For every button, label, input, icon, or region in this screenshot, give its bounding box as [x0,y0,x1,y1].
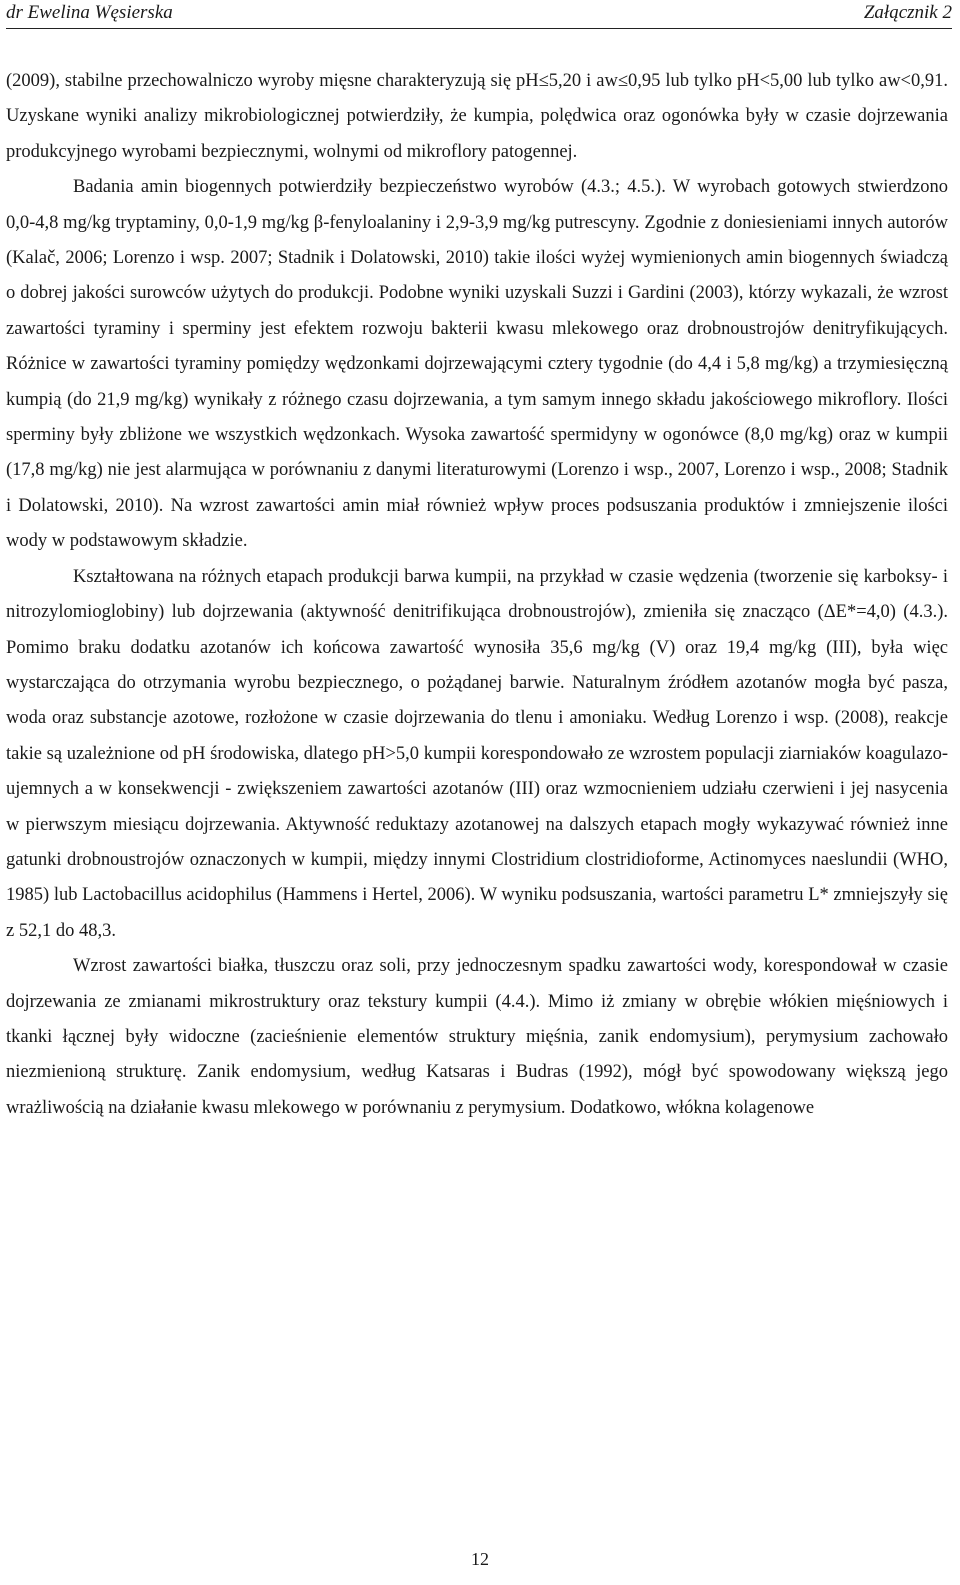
paragraph-1: (2009), stabilne przechowalniczo wyroby mięsne charakteryzują się pH≤5,20 i aw≤0,95 lub tylko pH<5,00 lub tylko aw<0,91. Uzyskane wyniki analizy mikrobiologicznej potwierdziły, że kumpia, polędwica oraz ogonówka były w czasie dojrzewania produkcyjnego wyrobami bezpiecznymi, wolnymi od mikroflory patogennej. [6,71,948,162]
running-header [6,0,952,29]
header-author: dr Ewelina Węsierska [6,2,173,23]
page-number: 12 [471,1549,489,1569]
paragraph-2: Badania amin biogennych potwierdziły bezpieczeństwo wyrobów (4.3.; 4.5.). W wyrobach gotowych stwierdzono 0,0-4,8 mg/kg tryptaminy, 0,0-1,9 mg/kg β-fenyloalaniny i 2,9-3,9 mg/kg putrescyny. Zgodnie z doniesieniami innych autorów (Kalač, 2006; Lorenzo i wsp. 2007; Stadnik i Dolatowski, 2010) takie ilości wyżej wymienionych amin biogennych świadczą o dobrej jakości surowców użytych do produkcji. Podobne wyniki uzyskali Suzzi i Gardini (2003), którzy wykazali, że wzrost zawartości tyraminy i sperminy jest efektem rozwoju bakterii kwasu mlekowego oraz drobnoustrojów denitryfikujących. Różnice w zawartości tyraminy pomiędzy wędzonkami dojrzewającymi cztery tygodnie (do 4,4 i 5,8 mg/kg) a trzymiesięczną kumpią (do 21,9 mg/kg) wynikały z różnego czasu dojrzewania, a tym samym innego składu jakościowego mikroflory. Ilości sperminy były zbliżone we wszystkich wędzonkach. Wysoka zawartość spermidyny w ogonówce (8,0 mg/kg) oraz w kumpii (17,8 mg/kg) nie jest alarmująca w porównaniu z danymi literaturowymi (Lorenzo i wsp., 2007, Lorenzo i wsp., 2008; Stadnik i Dolatowski, 2010). Na wzrost zawartości amin miał również wpływ proces podsuszania produktów i zmniejszenie ilości wody w podstawowym składzie. [6,177,948,552]
paragraph-3: Kształtowana na różnych etapach produkcji barwa kumpii, na przykład w czasie wędzenia (tworzenie się karboksy- i nitrozylomioglobiny) lub dojrzewania (aktywność denitrifikująca drobnoustrojów), zmieniła się znacząco (ΔE*=4,0) (4.3.). Pomimo braku dodatku azotanów ich końcowa zawartość wynosiła 35,6 mg/kg (V) oraz 19,4 mg/kg (III), była więc wystarczająca do otrzymania wyrobu bezpiecznego, o pożądanej barwie. Naturalnym źródłem azotanów mogła być pasza, woda oraz substancje azotowe, rozłożone w czasie dojrzewania do tlenu i amoniaku. Według Lorenzo i wsp. (2008), reakcje takie są uzależnione od pH środowiska, dlatego pH>5,0 kumpii korespondowało ze wzrostem populacji ziarniaków koagulazo-ujemnych a w konsekwencji - zwiększeniem zawartości azotanów (III) oraz wzmocnieniem udziału czerwieni i jej nasycenia w pierwszym miesiącu dojrzewania. Aktywność reduktazy azotanowej na dalszych etapach mogły wykazywać również inne gatunki drobnoustrojów oznaczonych w kumpii, między innymi Clostridium clostridioforme, Actinomyces naeslundii (WHO, 1985) lub Lactobacillus acidophilus (Hammens i Hertel, 2006). W wyniku podsuszania, wartości parametru L* zmniejszyły się z 52,1 do 48,3. [6,566,948,941]
paragraph-4: Wzrost zawartości białka, tłuszczu oraz soli, przy jednoczesnym spadku zawartości wody, korespondował w czasie dojrzewania ze zmianami mikrostruktury oraz tekstury kumpii (4.4.). Mimo iż zmiany w obrębie włókien mięśniowych i tkanki łącznej były widoczne (zacieśnienie elementów struktury mięśnia, zanik endomysium), perymysium zachowało niezmienioną strukturę. Zanik endomysium, według Katsaras i Budras (1992), mógł być spowodowany większą jego wrażliwością na działanie kwasu mlekowego w porównaniu z perymysium. Dodatkowo, włókna kolagenowe [6,956,948,1118]
body-text [6,64,948,1126]
header-attachment: Załącznik 2 [863,2,952,23]
